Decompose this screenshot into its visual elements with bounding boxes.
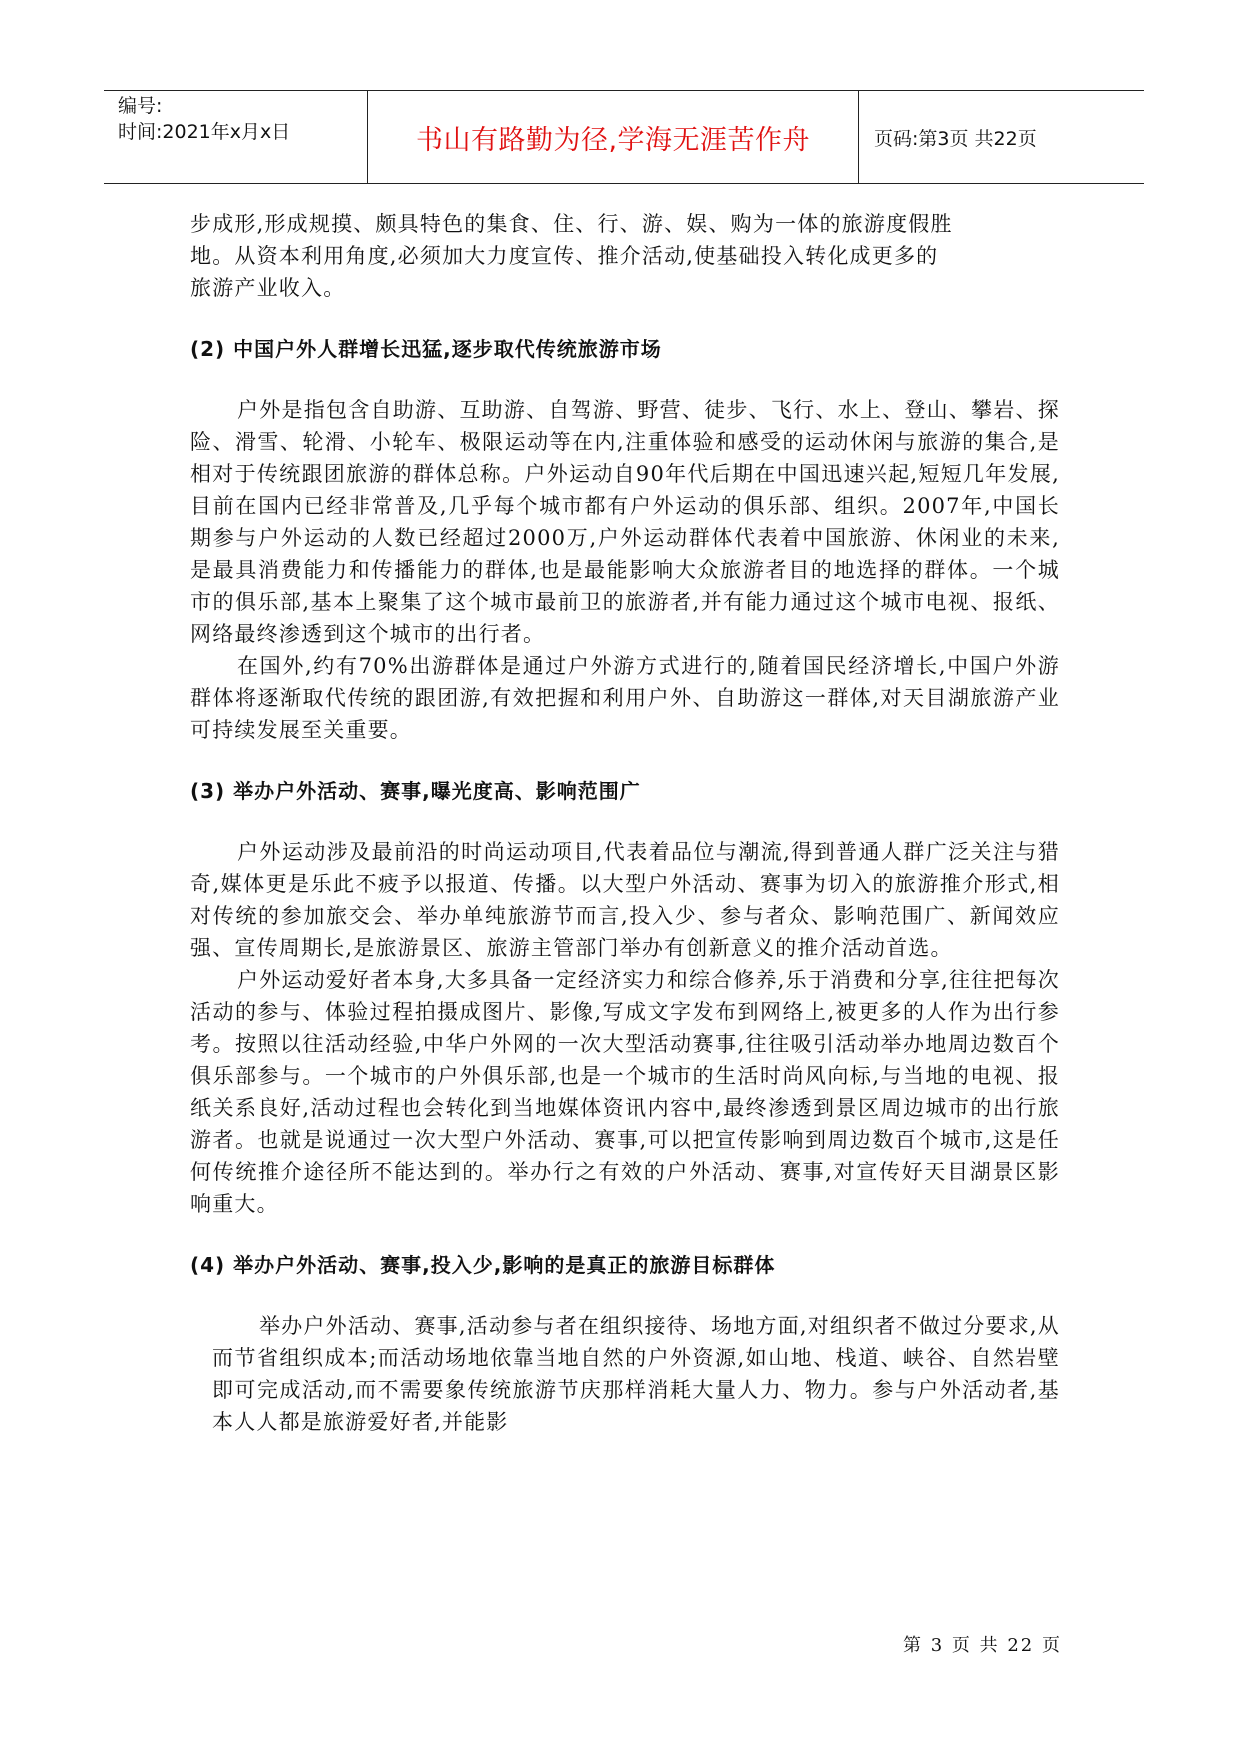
header-motto: 书山有路勤为径,学海无涯苦作舟 (415, 124, 811, 156)
header-divider (858, 91, 859, 183)
serial-number-label: 编号: (118, 95, 163, 117)
intro-paragraph (190, 208, 1060, 304)
page-footer: 第 3 页 共 22 页 (903, 1635, 1062, 1656)
document-body (190, 208, 1060, 1438)
intro-line: 地。从资本利用角度,必须加大力度宣传、推介活动,使基础投入转化成更多的 (190, 244, 939, 268)
intro-line: 旅游产业收入。 (190, 276, 346, 300)
body-paragraph: 举办户外活动、赛事,活动参与者在组织接待、场地方面,对组织者不做过分要求,从而节省组织成本;而活动场地依靠当地自然的户外资源,如山地、栈道、峡谷、自然岩壁即可完成活动,而不需要象传统旅游节庆那样消耗大量人力、物力。参与户外活动者,基本人人都是旅游爱好者,并能影 (212, 1314, 1060, 1434)
body-paragraph: 户外运动涉及最前沿的时尚运动项目,代表着品位与潮流,得到普通人群广泛关注与猎奇,媒体更是乐此不疲予以报道、传播。以大型户外活动、赛事为切入的旅游推介形式,相对传统的参加旅交会、举办单纯旅游节而言,投入少、参与者众、影响范围广、新闻效应强、宣传周期长,是旅游景区、旅游主管部门举办有创新意义的推介活动首选。 (190, 840, 1060, 960)
document-header (104, 90, 1144, 184)
time-label: 时间:2021年x月x日 (118, 121, 291, 143)
header-page-code: 页码:第3页 共22页 (874, 127, 1037, 150)
header-left-cell (118, 93, 290, 145)
body-paragraph: 户外运动爱好者本身,大多具备一定经济实力和综合修养,乐于消费和分享,往往把每次活动的参与、体验过程拍摄成图片、影像,写成文字发布到网络上,被更多的人作为出行参考。按照以往活动经验,中华户外网的一次大型活动赛事,往往吸引活动举办地周边数百个俱乐部参与。一个城市的户外俱乐部,也是一个城市的生活时尚风向标,与当地的电视、报纸关系良好,活动过程也会转化到当地媒体资讯内容中,最终渗透到景区周边城市的出行旅游者。也就是说通过一次大型户外活动、赛事,可以把宣传影响到周边数百个城市,这是任何传统推介途径所不能达到的。举办行之有效的户外活动、赛事,对宣传好天目湖景区影响重大。 (190, 968, 1060, 1216)
section-heading: (3) 举办户外活动、赛事,曝光度高、影响范围广 (190, 779, 641, 803)
section-heading: (2) 中国户外人群增长迅猛,逐步取代传统旅游市场 (190, 337, 662, 361)
body-paragraph: 在国外,约有70%出游群体是通过户外游方式进行的,随着国民经济增长,中国户外游群体将逐渐取代传统的跟团游,有效把握和利用户外、自助游这一群体,对天目湖旅游产业可持续发展至关重要。 (190, 654, 1060, 742)
body-paragraph: 户外是指包含自助游、互助游、自驾游、野营、徒步、飞行、水上、登山、攀岩、探险、滑雪、轮滑、小轮车、极限运动等在内,注重体验和感受的运动休闲与旅游的集合,是相对于传统跟团旅游的群体总称。户外运动自90年代后期在中国迅速兴起,短短几年发展,目前在国内已经非常普及,几乎每个城市都有户外运动的俱乐部、组织。2007年,中国长期参与户外运动的人数已经超过2000万,户外运动群体代表着中国旅游、休闲业的未来,是最具消费能力和传播能力的群体,也是最能影响大众旅游者目的地选择的群体。一个城市的俱乐部,基本上聚集了这个城市最前卫的旅游者,并有能力通过这个城市电视、报纸、网络最终渗透到这个城市的出行者。 (190, 398, 1060, 646)
intro-line: 步成形,形成规摸、颇具特色的集食、住、行、游、娱、购为一体的旅游度假胜 (190, 212, 953, 236)
section-heading: (4) 举办户外活动、赛事,投入少,影响的是真正的旅游目标群体 (190, 1253, 776, 1277)
